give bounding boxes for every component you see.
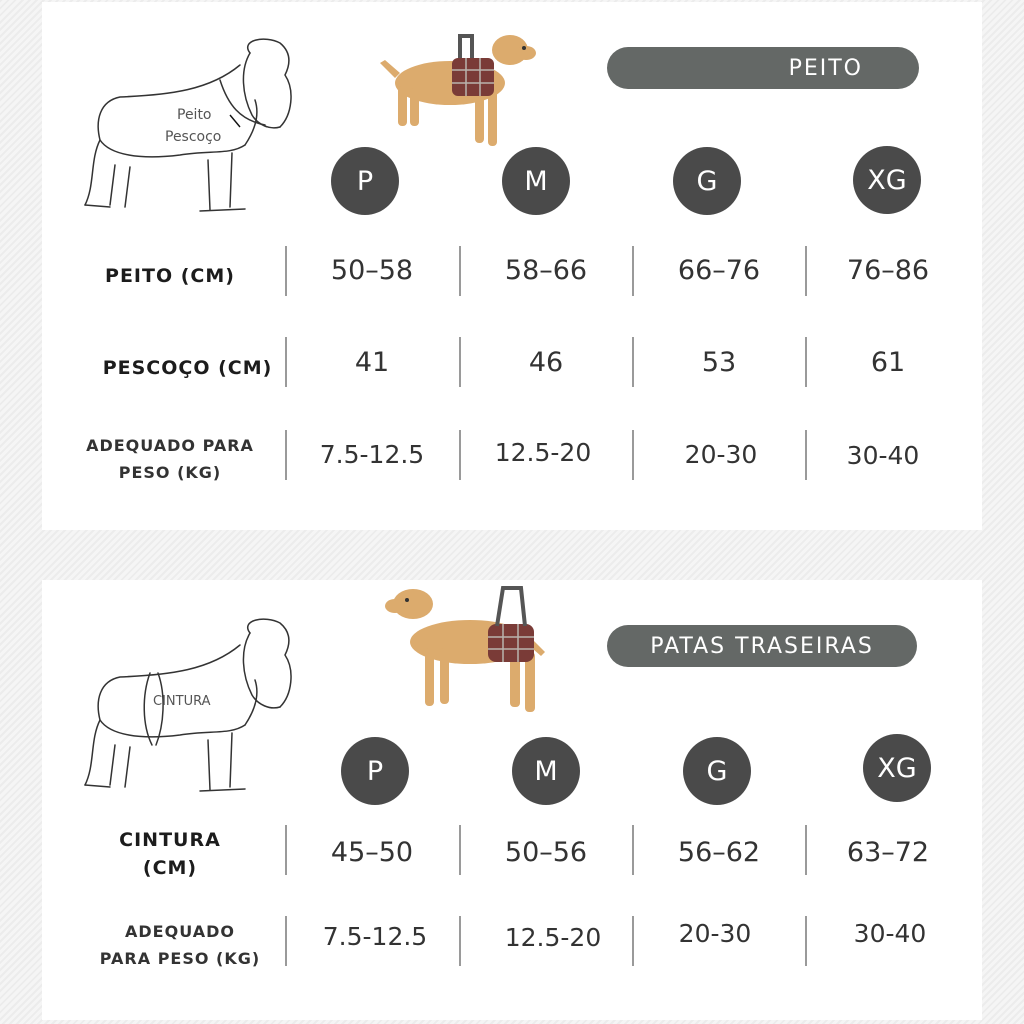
banner-rear-legs: PATAS TRASEIRAS — [607, 625, 917, 667]
row-label-weight — [70, 432, 270, 486]
size-badge-xg: XG — [863, 734, 931, 802]
size-badge-m: M — [502, 147, 570, 215]
weight-value-xg: 30-40 — [853, 919, 927, 948]
column-divider — [285, 916, 287, 966]
chest-value-p: 50–58 — [330, 255, 414, 286]
dog-harness-photo — [380, 28, 540, 153]
chest-value-xg: 76–86 — [846, 255, 930, 286]
column-divider — [285, 825, 287, 875]
neck-value-g: 53 — [701, 347, 737, 378]
dog-sketch-icon — [80, 615, 300, 800]
column-divider — [632, 430, 634, 480]
column-divider — [805, 430, 807, 480]
column-divider — [805, 825, 807, 875]
column-divider — [632, 246, 634, 296]
weight-value-p: 7.5-12.5 — [322, 922, 428, 951]
column-divider — [459, 825, 461, 875]
column-divider — [632, 825, 634, 875]
neck-value-p: 41 — [354, 347, 390, 378]
weight-value-g: 20-30 — [684, 440, 758, 469]
size-badge-g: G — [683, 737, 751, 805]
banner-chest: PEITO — [607, 47, 919, 89]
column-divider — [805, 246, 807, 296]
row-label-waist-line1: CINTURA — [119, 829, 221, 851]
dog-sketch-icon — [80, 35, 300, 220]
column-divider — [805, 337, 807, 387]
column-divider — [459, 246, 461, 296]
column-divider — [459, 337, 461, 387]
chest-value-m: 58–66 — [504, 255, 588, 286]
size-badge-p: P — [331, 147, 399, 215]
waist-value-m: 50–56 — [504, 837, 588, 868]
dog-harness-photo — [385, 582, 555, 737]
row-label-weight — [70, 918, 290, 972]
row-label-weight-line2: PARA PESO (KG) — [99, 949, 261, 968]
row-label-waist — [70, 826, 270, 882]
size-badge-p: P — [341, 737, 409, 805]
column-divider — [285, 246, 287, 296]
waist-value-p: 45–50 — [330, 837, 414, 868]
row-label-weight-line1: ADEQUADO PARA — [86, 436, 254, 455]
column-divider — [459, 430, 461, 480]
weight-value-g: 20-30 — [678, 919, 752, 948]
column-divider — [285, 430, 287, 480]
weight-value-m: 12.5-20 — [494, 438, 592, 467]
weight-value-xg: 30-40 — [846, 441, 920, 470]
size-badge-m: M — [512, 737, 580, 805]
sketch-label-waist: CINTURA — [153, 694, 211, 709]
column-divider — [632, 337, 634, 387]
size-badge-xg: XG — [853, 146, 921, 214]
waist-value-g: 56–62 — [677, 837, 761, 868]
sketch-label-neck: Pescoço — [165, 129, 222, 145]
size-badge-g: G — [673, 147, 741, 215]
column-divider — [632, 916, 634, 966]
neck-value-xg: 61 — [870, 347, 906, 378]
column-divider — [805, 916, 807, 966]
column-divider — [459, 916, 461, 966]
column-divider — [285, 337, 287, 387]
row-label-neck: PESCOÇO (CM) — [102, 357, 273, 379]
waist-value-xg: 63–72 — [846, 837, 930, 868]
sketch-label-chest: Peito — [177, 107, 212, 123]
weight-value-m: 12.5-20 — [504, 923, 602, 952]
row-label-weight-line2: PESO (KG) — [118, 463, 222, 482]
chest-value-g: 66–76 — [677, 255, 761, 286]
neck-value-m: 46 — [528, 347, 564, 378]
row-label-weight-line1: ADEQUADO — [125, 922, 235, 941]
row-label-chest: PEITO (CM) — [105, 265, 235, 287]
row-label-waist-line2: (CM) — [142, 857, 198, 879]
weight-value-p: 7.5-12.5 — [319, 440, 425, 469]
